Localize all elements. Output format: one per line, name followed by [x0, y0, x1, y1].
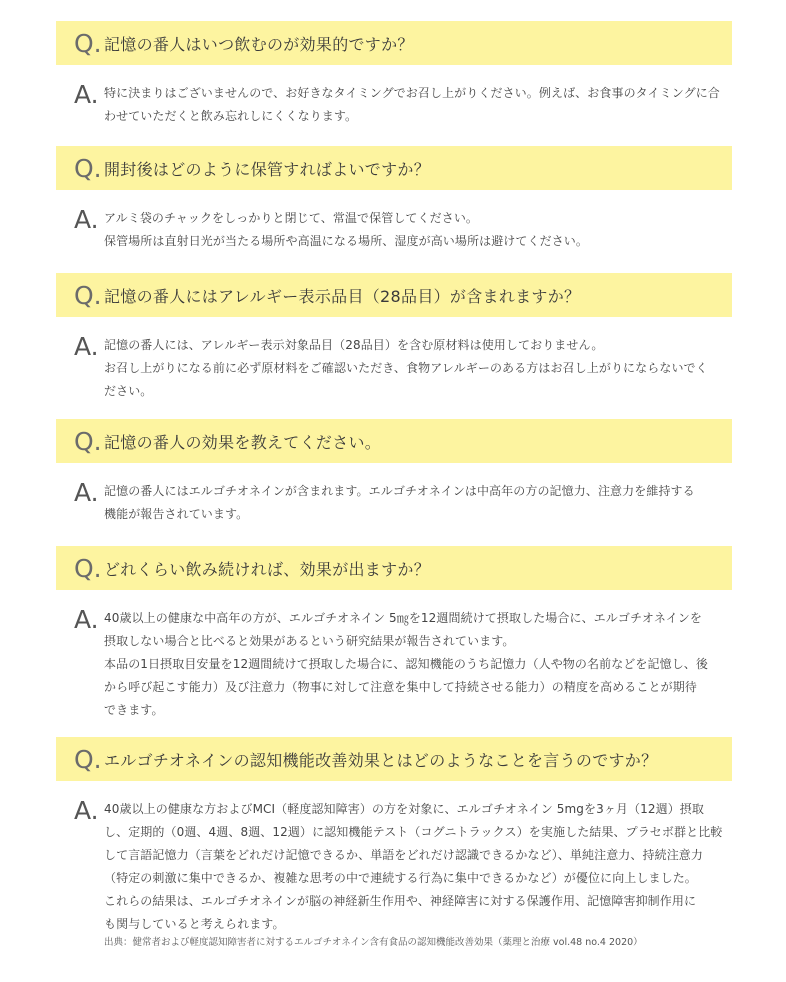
answer-line: 機能が報告されています。: [104, 507, 249, 521]
faq-item: [56, 419, 732, 526]
question-text: 記憶の番人はいつ飲むのが効果的ですか？: [104, 34, 414, 54]
answer: [56, 207, 732, 253]
answer-body: [104, 207, 732, 253]
q-letter: Q.: [74, 153, 102, 183]
question-bar: [56, 546, 732, 590]
question-text: 記憶の番人の効果を教えてください。: [104, 432, 382, 452]
a-letter: A.: [74, 605, 99, 634]
answer: [56, 480, 732, 526]
answer-body: [104, 480, 732, 526]
answer-line: できます。: [104, 703, 164, 717]
answer-line: 保管場所は直射日光が当たる場所や高温になる場所、湿度が高い場所は避けてください。: [104, 234, 589, 248]
answer: [56, 798, 732, 950]
a-letter: A.: [74, 80, 99, 109]
answer-line: お召し上がりになる前に必ず原材料をご確認いただき、食物アレルギーのある方はお召し上がりにならないでく: [104, 361, 708, 375]
answer-line: して言語記憶力（言葉をどれだけ記憶できるか、単語をどれだけ認識できるかなど）、単純注意力、持続注意力: [104, 848, 704, 862]
a-letter: A.: [74, 796, 99, 825]
answer-line: 40歳以上の健康な方およびMCI（軽度認知障害）の方を対象に、エルゴチオネイン 5mgを3ヶ月（12週）摂取: [104, 802, 705, 816]
q-letter: Q.: [74, 744, 102, 774]
faq-item: [56, 737, 732, 950]
question-bar: [56, 21, 732, 65]
answer: [56, 607, 732, 722]
answer-line: （特定の刺激に集中できるか、複雑な思考の中で連続する行為に集中できるかなど）が優位に向上しました。: [104, 871, 697, 885]
faq-item: [56, 273, 732, 403]
answer-line: も関与していると考えられます。: [104, 917, 285, 931]
q-letter: Q.: [74, 28, 102, 58]
answer-line: 本品の1日摂取目安量を12週間続けて摂取した場合に、認知機能のうち記憶力（人や物の名前などを記憶し、後: [104, 657, 709, 671]
question-bar: [56, 419, 732, 463]
question-text: 開封後はどのように保管すればよいですか？: [104, 159, 431, 179]
answer-line: わせていただくと飲み忘れしにくくなります。: [104, 109, 358, 123]
answer-line: これらの結果は、エルゴチオネインが脳の神経新生作用や、神経障害に対する保護作用、記憶障害抑制作用に: [104, 894, 697, 908]
answer: [56, 82, 732, 128]
question-bar: [56, 273, 732, 317]
answer-line: 記憶の番人にはエルゴチオネインが含まれます。エルゴチオネインは中高年の方の記憶力、注意力を維持する: [104, 484, 695, 498]
a-letter: A.: [74, 205, 99, 234]
question-text: 記憶の番人にはアレルギー表示品目（28品目）が含まれますか？: [104, 286, 581, 306]
q-letter: Q.: [74, 553, 102, 583]
answer-line: アルミ袋のチャックをしっかりと閉じて、常温で保管してください。: [104, 211, 479, 225]
question-bar: [56, 737, 732, 781]
answer-line: から呼び起こす能力）及び注意力（物事に対して注意を集中して持続させる能力）の精度を高めることが期待: [104, 680, 697, 694]
a-letter: A.: [74, 478, 99, 507]
answer-body: [104, 607, 732, 722]
answer-line: 特に決まりはございませんので、お好きなタイミングでお召し上がりください。例えば、お食事のタイミングに合: [104, 86, 720, 100]
question-text: どれくらい飲み続ければ、効果が出ますか？: [104, 559, 431, 579]
a-letter: A.: [74, 332, 99, 361]
answer-body: [104, 334, 732, 403]
question-text: エルゴチオネインの認知機能改善効果とはどのようなことを言うのですか？: [104, 750, 658, 770]
q-letter: Q.: [74, 280, 102, 310]
q-letter: Q.: [74, 426, 102, 456]
answer-body: [104, 82, 732, 128]
faq-item: [56, 146, 732, 253]
answer-line: 記憶の番人には、アレルギー表示対象品目（28品目）を含む原材料は使用しておりません。: [104, 338, 604, 352]
answer-line: ださい。: [104, 384, 153, 398]
answer-line: 摂取しない場合と比べると効果があるという研究結果が報告されています。: [104, 634, 515, 648]
faq-item: [56, 21, 732, 128]
answer-line: 40歳以上の健康な中高年の方が、エルゴチオネイン 5㎎を12週間続けて摂取した場合に、エルゴチオネインを: [104, 611, 702, 625]
answer-body: [104, 798, 732, 950]
answer: [56, 334, 732, 403]
source-citation: 出典：健常者および軽度認知障害者に対するエルゴチオネイン含有食品の認知機能改善効果（薬理と治療 vol.48 no.4 2020）: [104, 937, 643, 948]
faq-item: [56, 546, 732, 722]
question-bar: [56, 146, 732, 190]
answer-line: し、定期的（0週、4週、8週、12週）に認知機能テスト（コグニトラックス）を実施した結果、プラセボ群と比較: [104, 825, 723, 839]
